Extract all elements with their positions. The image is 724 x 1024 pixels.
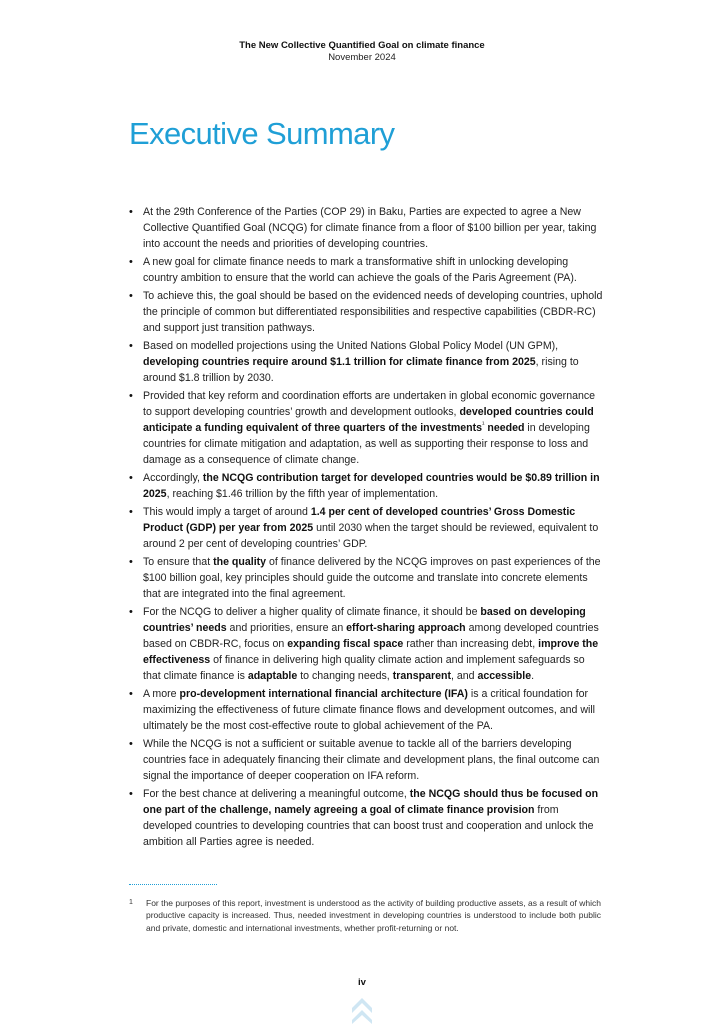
summary-bullet <box>129 471 604 503</box>
bullet-text-bold: adaptable <box>247 669 298 682</box>
summary-bullet <box>129 505 604 553</box>
summary-bullet <box>129 389 604 469</box>
bullet-text: of finance delivered by the NCQG improves on past experiences of the $100 billion goal, key principles should guide the outcome and translate into concrete elements that are integrated into the final agreement. <box>143 556 601 600</box>
bullet-text: To ensure that <box>143 556 214 569</box>
bullet-text: Provided that key reform and coordination efforts are undertaken in global economic governance to support developing countries’ growth and development outlooks, <box>143 390 596 419</box>
bullet-text-bold: developed countries could anticipate a funding equivalent of three quarters of the investments <box>143 406 594 434</box>
bullet-text-bold: pro-development international financial architecture (IFA) <box>179 687 468 700</box>
bullet-text: For the NCQG to deliver a higher quality of climate finance, it should be <box>143 606 481 619</box>
bullet-text-bold: the NCQG contribution target for developed countries would be $0.89 trillion in 2025 <box>143 471 600 500</box>
bullet-text: among developed countries based on CBDR-RC, focus on <box>143 622 599 650</box>
bullet-text-bold: expanding fiscal space <box>287 637 404 650</box>
summary-bullet <box>129 255 604 287</box>
bullet-text-bold: 1.4 per cent of developed countries’ Gross Domestic Product (GDP) per year from 2025 <box>143 506 576 534</box>
summary-bullet <box>129 787 604 851</box>
summary-bullet <box>129 687 604 735</box>
footnote-divider <box>129 884 217 885</box>
bullet-text: and priorities, ensure an <box>226 622 347 635</box>
bullet-text: To achieve this, the goal should be based on the evidenced needs of developing countries, uphold the principle of common but differentiated responsibilities and respective capabilities (CBDR-RC) and support just transition pathways. <box>143 290 603 334</box>
bullet-text-bold: needed <box>484 421 525 434</box>
bullet-text: from developed countries to developing countries that can boost trust and cooperation and unlock the ambition all Parties agree is needed. <box>143 803 594 848</box>
bullet-text: This would imply a target of around <box>143 506 311 519</box>
bullet-text: At the 29th Conference of the Parties (COP 29) in Baku, Parties are expected to agree a New Collective Quantified Goal (NCQG) for climate finance from a floor of $100 billion per year, taking into account the needs and priorities of developing countries. <box>143 206 597 250</box>
summary-bullet <box>129 737 604 785</box>
bullet-text: until 2030 when the target should be reviewed, equivalent to around 2 per cent of developing countries’ GDP. <box>143 522 599 550</box>
bullet-text: Accordingly, <box>143 471 203 484</box>
bullet-text: rather than increasing debt, <box>403 637 539 650</box>
summary-bullet <box>129 605 604 685</box>
bullet-text-bold: developing countries require around $1.1 trillion for climate finance from 2025 <box>143 356 536 369</box>
chevron-up-icon[interactable] <box>350 995 374 1024</box>
summary-bullet <box>129 289 604 337</box>
bullet-text: is a critical foundation for maximizing the effectiveness of future climate finance flows and development outcomes, and will ultimately be the most cost-effective route to global achievement of the PA. <box>143 687 596 732</box>
bullet-text-bold: the NCQG should thus be focused on one part of the challenge, namely agreeing a goal of climate finance provision <box>143 787 599 816</box>
bullet-text: , rising to around $1.8 trillion by 2030. <box>143 356 579 384</box>
page-number: iv <box>358 977 366 988</box>
summary-bullet <box>129 555 604 603</box>
bullet-text: to changing needs, <box>297 669 393 682</box>
footnote-ref: ¹ <box>482 421 485 429</box>
bullet-text-bold: transparent <box>392 669 451 682</box>
report-date: November 2024 <box>328 52 396 63</box>
bullet-text: , reaching $1.46 trillion by the fifth year of implementation. <box>166 487 439 500</box>
footnote-text: For the purposes of this report, investment is understood as the activity of building productive assets, as a result of which productive capacity is increased. Thus, needed investment in developing countries is understood to include both public and private, domestic and international investments, whether profit-returning or not. <box>146 898 601 933</box>
bullet-text-bold: improve the effectiveness <box>143 637 599 666</box>
bullet-text: A new goal for climate finance needs to mark a transformative shift in unlocking developing country ambition to ensure that the world can achieve the goals of the Paris Agreement (PA). <box>143 256 577 284</box>
summary-bullet <box>129 339 604 387</box>
summary-bullet <box>129 205 604 253</box>
page-title: Executive Summary <box>129 116 395 151</box>
bullet-text: in developing countries for climate mitigation and adaptation, as well as supporting their response to loss and damage as a consequence of climate change. <box>143 421 590 466</box>
bullet-text: Based on modelled projections using the United Nations Global Policy Model (UN GPM), <box>143 340 559 353</box>
footnote-number: 1 <box>129 899 133 906</box>
bullet-text-bold: based on developing countries’ needs <box>143 606 586 635</box>
bullet-text: , and <box>450 669 478 682</box>
bullet-text-bold: accessible <box>477 669 532 682</box>
bullet-text-bold: effort-sharing approach <box>346 622 466 635</box>
bullet-text: of finance in delivering high quality climate action and implement safeguards so that climate finance is <box>143 653 585 682</box>
bullet-text: . <box>531 669 535 682</box>
footnote <box>129 897 601 934</box>
bullet-text: A more <box>143 687 180 700</box>
report-title: The New Collective Quantified Goal on climate finance <box>239 40 485 51</box>
page-header <box>0 40 724 64</box>
bullet-text-bold: the quality <box>213 556 267 569</box>
bullet-text: For the best chance at delivering a meaningful outcome, <box>143 787 410 800</box>
summary-bullet-list <box>129 205 604 853</box>
bullet-text: While the NCQG is not a sufficient or suitable avenue to tackle all of the barriers developing countries face in adequately financing their climate and development plans, the final outcome can signal the importance of deeper cooperation on IFA reform. <box>143 737 600 782</box>
